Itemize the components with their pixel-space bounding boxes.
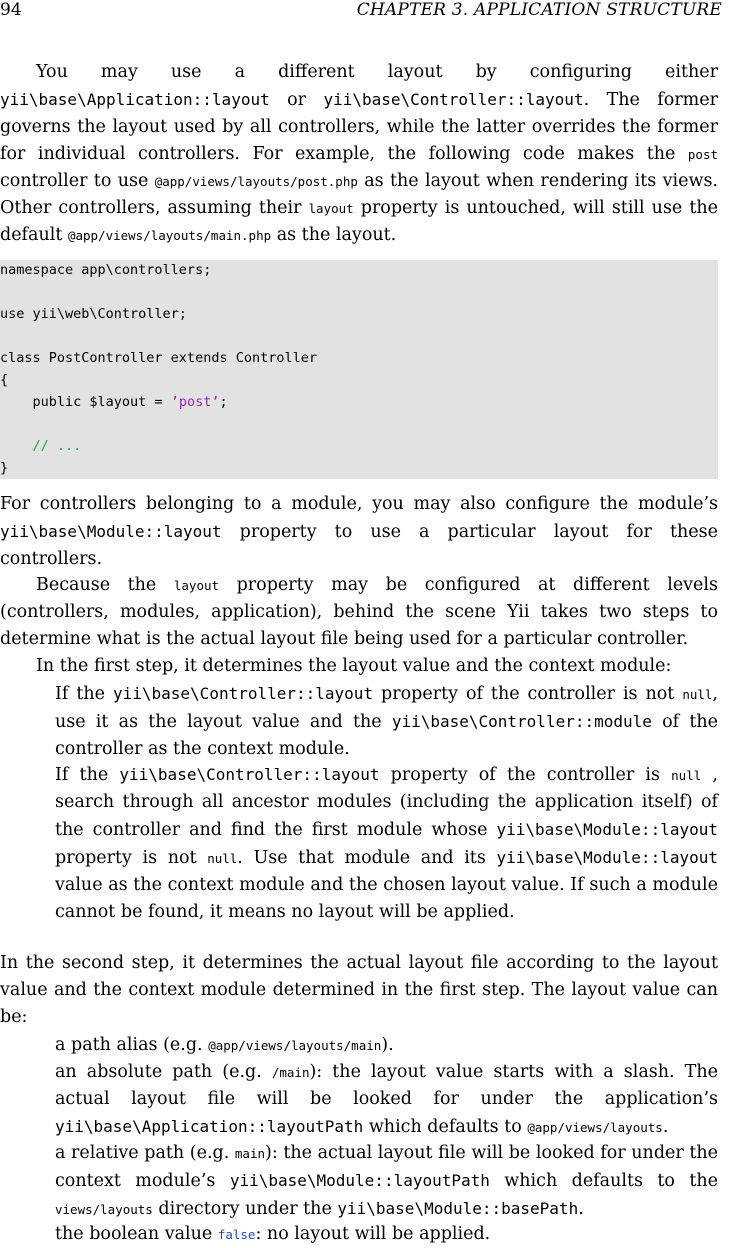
chapter-title: CHAPTER 3. APPLICATION STRUCTURE [356, 0, 722, 20]
list-item: a path alias (e.g. @app/views/layouts/main). [55, 1035, 394, 1055]
code-listing [0, 260, 718, 479]
list-item: the boolean value false: no layout will be applied. [55, 1224, 491, 1244]
step-two-paragraph: In the second step, it determines the actual layout file according to the layout value and the context module determined in the first step. The layout value can be: [0, 953, 718, 1027]
list-item: a relative path (e.g. main): the actual layout file will be looked for under the context module’s yii\base\Module::layoutPath which defaults to the views/layouts directory under the yii\base\Module::basePath. [55, 1143, 719, 1219]
page-number: 94 [0, 0, 22, 20]
code-line: } [0, 460, 9, 476]
intro-paragraph: You may use a different layout by configuring either yii\base\Application::layout or yii\base\Controller::layout. The former governs the layout used by all controllers, while the latter overrides the former for individual controllers. For example, the following code makes the post controller to use @app/views/layouts/post.php as the layout when rendering its views. Other controllers, assuming their layout property is untouched, will still use the default @app/views/layouts/main.php as the layout. [0, 62, 718, 245]
step-one-paragraph: In the first step, it determines the layout value and the context module: [36, 656, 672, 676]
code-comment: // ... [0, 438, 82, 454]
code-line: class PostController extends Controller [0, 350, 317, 366]
code-line: namespace app\controllers; [0, 262, 212, 278]
code-string: ’post’ [170, 394, 220, 410]
code-line: { [0, 372, 9, 388]
page-header [0, 0, 740, 24]
module-paragraph: For controllers belonging to a module, you may also configure the module’s yii\base\Module::layout property to use a particular layout for these controllers. [0, 494, 718, 569]
code-line: use yii\web\Controller; [0, 306, 187, 322]
list-item: an absolute path (e.g. /main): the layout value starts with a slash. The actual layout file will be looked for under the application’s yii\base\Application::layoutPath which defaults to @app/views/layouts. [55, 1062, 718, 1137]
because-paragraph: Because the layout property may be configured at different levels (controllers, modules, application), behind the scene Yii takes two steps to determine what is the actual layout file being used for a particular controller. [0, 575, 718, 649]
list-item: If the yii\base\Controller::layout property of the controller is null , search through all ancestor modules (including the application itself) of the controller and find the first module whose yii\base\Module::layout property is not null. Use that module and its yii\base\Module::layout value as the context module and the chosen layout value. If such a module cannot be found, it means no layout will be applied. [55, 765, 718, 922]
false-link[interactable]: false [217, 1227, 256, 1242]
code-line: public $layout = ’post’; [0, 394, 228, 410]
list-item: If the yii\base\Controller::layout property of the controller is not null, use it as the layout value and the yii\base\Controller::module of the controller as the context module. [55, 684, 718, 759]
